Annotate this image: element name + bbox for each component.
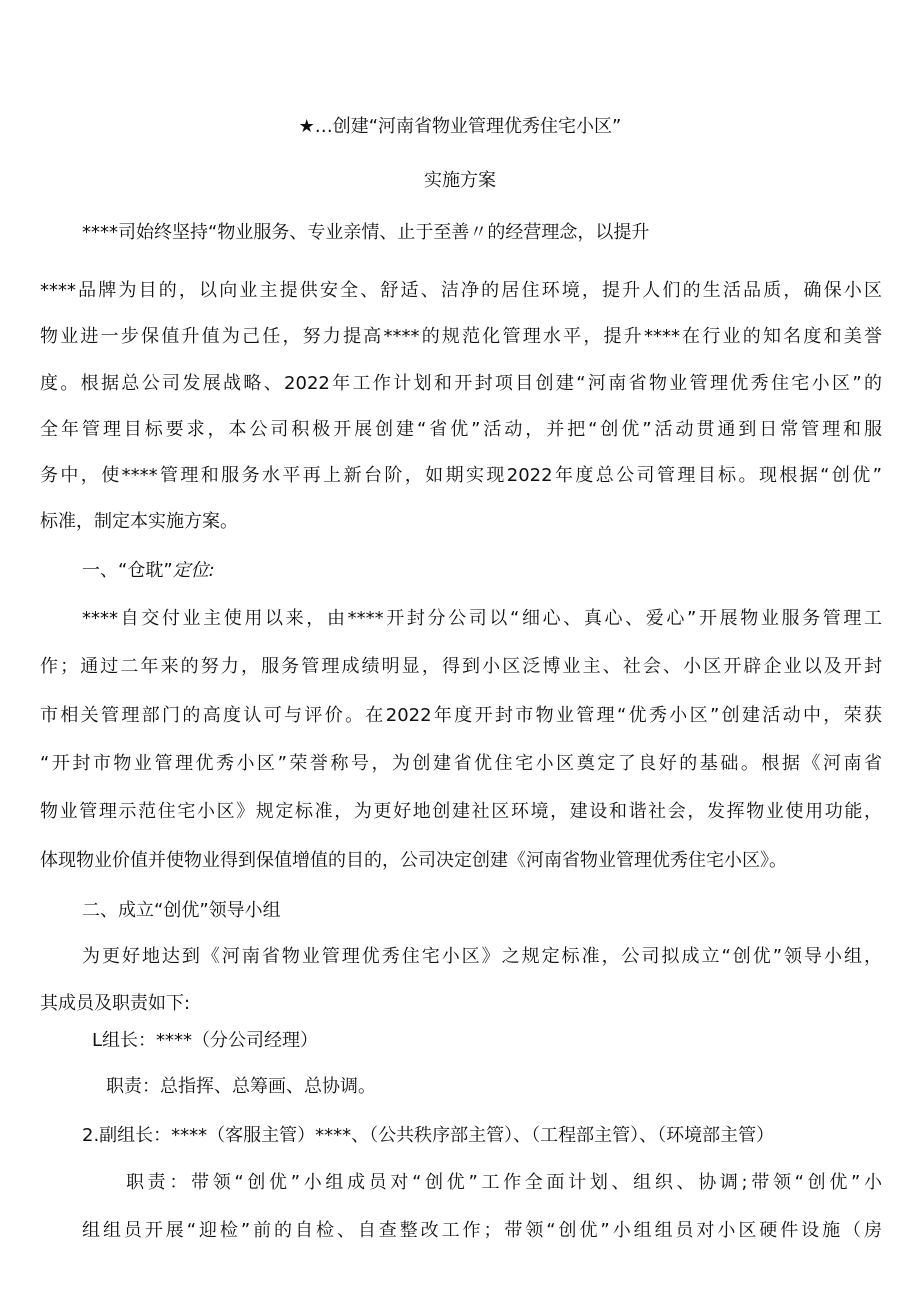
deputy-item: 2.副组长：****（客服主管）****、（公共秩序部主管）、（工程部主管）、（环境部主管） <box>82 1125 775 1146</box>
deputy-duty-line: 职责：带领“创优”小组成员对“创优”工作全面计划、组织、协调;带领“创优”小 <box>126 1172 882 1193</box>
section1-line: 物业管理示范住宅小区》规定标准，为更好地创建社区环境，建设和谐社会，发挥物业使用功能， <box>40 801 882 822</box>
intro-line: ****司始终坚持“物业服务、专业亲情、止于至善〃的经营理念，以提升 <box>82 222 650 243</box>
section2-line: 其成员及职责如下: <box>40 993 191 1014</box>
intro-line: 度。根据总公司发展战略、2022年工作计划和开封项目创建“河南省物业管理优秀住宅小区”的 <box>40 373 882 394</box>
section1-line: 体现物业价值并使物业得到保值增值的目的，公司决定创建《河南省物业管理优秀住宅小区》。 <box>40 850 787 871</box>
section1-line: 市相关管理部门的高度认可与评价。在2022年度开封市物业管理“优秀小区”创建活动中，荣获 <box>40 705 882 726</box>
deputy-duty-line: 组组员开展“迎检”前的自检、自查整改工作；带领“创优”小组组员对小区硬件设施（房 <box>82 1220 882 1241</box>
document-title: ★…创建“河南省物业管理优秀住宅小区” <box>298 116 622 137</box>
section2-line: 为更好地达到《河南省物业管理优秀住宅小区》之规定标准，公司拟成立“创优”领导小组， <box>82 946 882 967</box>
section1-line: ****自交付业主使用以来，由****开封分公司以“细心、真心、爱心”开展物业服务管理工 <box>82 608 882 629</box>
leader-item: L组长：****（分公司经理） <box>92 1030 319 1051</box>
intro-line: 标准，制定本实施方案。 <box>40 511 238 532</box>
section1-line: “开封市物业管理优秀小区”荣誉称号，为创建省优住宅小区奠定了良好的基础。根据《河南省 <box>40 753 882 774</box>
document-subtitle: 实施方案 <box>424 170 496 191</box>
section2-heading: 二、成立“创优”领导小组 <box>82 900 281 921</box>
intro-line: 物业进一步保值升值为己任，努力提高****的规范化管理水平，提升****在行业的知名度和美誉 <box>40 326 882 347</box>
intro-line: 全年管理目标要求，本公司积极开展创建“省优”活动，并把“创优”活动贯通到日常管理和服 <box>40 419 882 440</box>
section1-heading <box>82 560 215 582</box>
section1-line: 作；通过二年来的努力，服务管理成绩明显，得到小区泛博业主、社会、小区开辟企业以及开封 <box>40 656 882 677</box>
leader-duty: 职责：总指挥、总筹画、总协调。 <box>106 1076 376 1097</box>
section1-heading-prefix: 一、“仓耽” <box>82 560 173 581</box>
intro-line: ****品牌为目的，以向业主提供安全、舒适、洁净的居住环境，提升人们的生活品质，确保小区 <box>40 280 882 301</box>
intro-line: 务中，使****管理和服务水平再上新台阶，如期实现2022年度总公司管理目标。现根据“创优” <box>40 465 882 486</box>
section1-heading-italic: 定位: <box>172 560 215 581</box>
